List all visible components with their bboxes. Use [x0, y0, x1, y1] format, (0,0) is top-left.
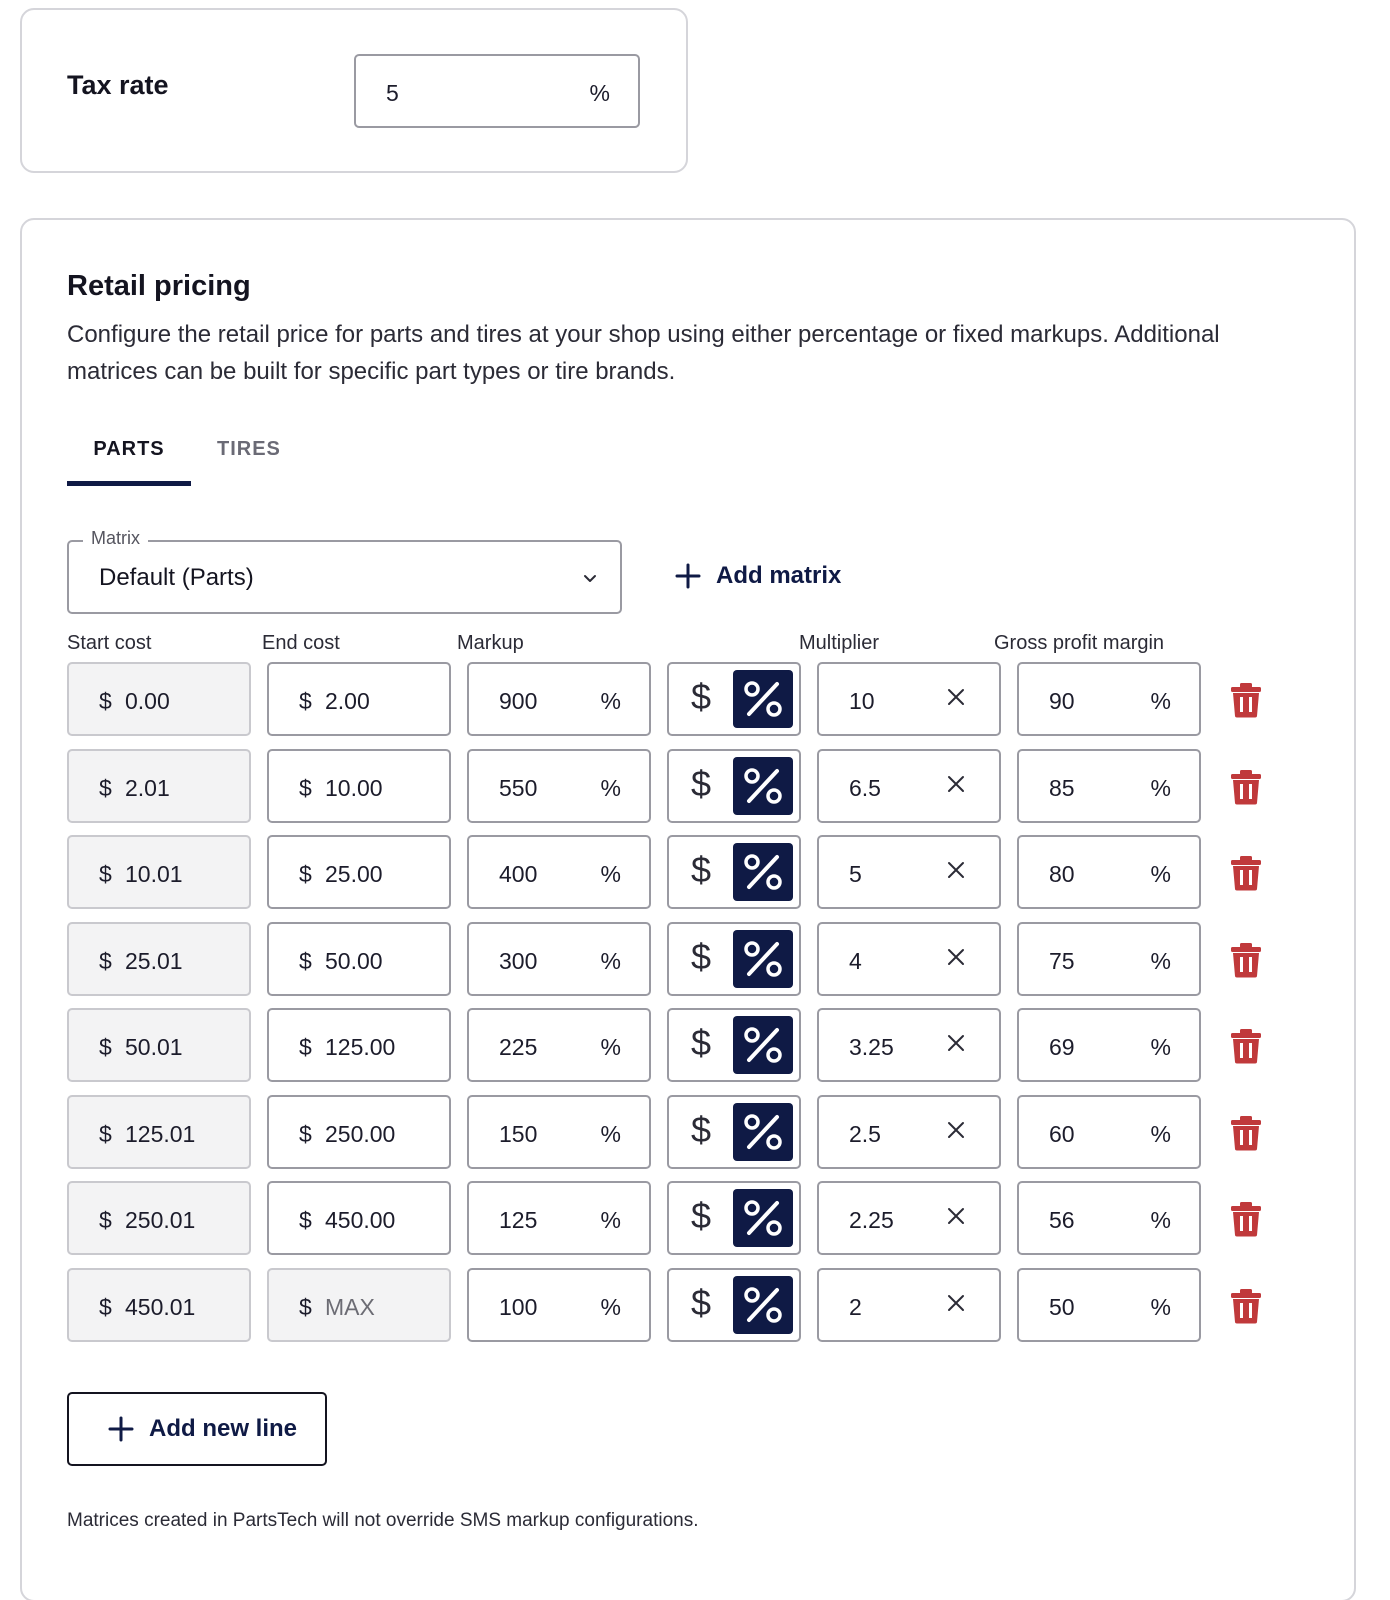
column-header-end-cost: End cost: [262, 632, 340, 654]
end-cost-value: MAX: [325, 1293, 375, 1320]
table-row: [67, 835, 1307, 909]
gross-profit-margin-field[interactable]: [1017, 1095, 1201, 1169]
trash-icon[interactable]: [1229, 769, 1263, 805]
tax-rate-label: Tax rate: [67, 70, 169, 100]
trash-icon[interactable]: [1229, 1201, 1263, 1237]
markup-field[interactable]: [467, 1181, 651, 1255]
markup-field[interactable]: [467, 835, 651, 909]
markup-type-toggle: [667, 835, 801, 909]
start-cost-value: 25.01: [125, 947, 183, 974]
dollar-prefix: $: [99, 947, 112, 974]
chevron-down-icon: [580, 568, 600, 588]
start-cost-value: 50.01: [125, 1034, 183, 1060]
dollar-prefix: $: [99, 1207, 112, 1233]
add-new-line-label: Add new line: [149, 1415, 298, 1442]
table-row: [67, 1008, 1307, 1082]
dollar-prefix: $: [299, 1034, 312, 1060]
percent-icon[interactable]: [733, 1189, 793, 1247]
dollar-icon[interactable]: $: [691, 935, 712, 977]
percent-unit: %: [589, 80, 610, 106]
dollar-prefix: $: [99, 774, 112, 801]
start-cost-value: 250.01: [125, 1207, 196, 1233]
table-row: [67, 1095, 1307, 1169]
gross-profit-margin-value: 56: [1049, 1207, 1075, 1233]
start-cost-value: 450.01: [125, 1293, 196, 1320]
add-new-line-button[interactable]: [67, 1392, 327, 1466]
start-cost-field: [67, 1181, 251, 1255]
plus-icon: [674, 562, 702, 590]
dollar-prefix: $: [99, 1034, 112, 1060]
percent-unit: %: [600, 1207, 621, 1233]
retail-pricing-card: [20, 218, 1356, 1600]
column-header-start-cost: Start cost: [67, 632, 152, 654]
markup-type-toggle: [667, 922, 801, 996]
multiply-icon: [947, 861, 965, 879]
multiplier-field[interactable]: [817, 1008, 1001, 1082]
tax-rate-input[interactable]: [354, 54, 640, 128]
dollar-prefix: $: [99, 688, 112, 714]
dollar-prefix: $: [299, 947, 312, 974]
multiply-icon: [947, 948, 965, 966]
gross-profit-margin-value: 69: [1049, 1034, 1075, 1060]
trash-icon[interactable]: [1229, 855, 1263, 891]
gross-profit-margin-value: 85: [1049, 774, 1075, 801]
trash-icon[interactable]: [1229, 682, 1263, 718]
multiply-icon: [947, 1034, 965, 1052]
percent-icon[interactable]: [733, 1016, 793, 1074]
multiplier-value: 3.25: [849, 1034, 894, 1060]
gross-profit-margin-value: 50: [1049, 1293, 1075, 1320]
end-cost-field[interactable]: [267, 922, 451, 996]
markup-value: 225: [499, 1034, 538, 1060]
column-header-gross-profit-margin: Gross profit margin: [994, 632, 1165, 654]
matrix-select-legend: Matrix: [83, 528, 148, 549]
end-cost-field[interactable]: [267, 1008, 451, 1082]
percent-unit: %: [1150, 861, 1171, 887]
markup-type-toggle: [667, 1008, 801, 1082]
gross-profit-margin-field[interactable]: [1017, 1268, 1201, 1342]
gross-profit-margin-field[interactable]: [1017, 1008, 1201, 1082]
percent-icon[interactable]: [733, 930, 793, 988]
multiplier-field[interactable]: [817, 1268, 1001, 1342]
start-cost-value: 125.01: [125, 1120, 196, 1147]
footnote: Matrices created in PartsTech will not override SMS markup configurations.: [67, 1510, 699, 1531]
end-cost-field[interactable]: [267, 1181, 451, 1255]
percent-unit: %: [600, 1034, 621, 1060]
start-cost-field: [67, 835, 251, 909]
markup-field[interactable]: [467, 749, 651, 823]
gross-profit-margin-field[interactable]: [1017, 749, 1201, 823]
percent-unit: %: [1150, 688, 1171, 714]
start-cost-field: [67, 1268, 251, 1342]
percent-icon[interactable]: [733, 1103, 793, 1161]
markup-field[interactable]: [467, 1268, 651, 1342]
markup-field[interactable]: [467, 1008, 651, 1082]
dollar-prefix: $: [99, 1120, 112, 1147]
dollar-prefix: $: [299, 1120, 312, 1147]
dollar-prefix: $: [99, 1293, 112, 1320]
start-cost-field: [67, 1095, 251, 1169]
multiply-icon: [947, 1294, 965, 1312]
dollar-prefix: $: [299, 1207, 312, 1233]
start-cost-field: [67, 662, 251, 736]
table-row: [67, 1268, 1307, 1342]
gross-profit-margin-field[interactable]: [1017, 662, 1201, 736]
end-cost-value: 50.00: [325, 947, 383, 974]
start-cost-value: 10.01: [125, 861, 183, 887]
start-cost-value: 2.01: [125, 774, 170, 801]
markup-field[interactable]: [467, 662, 651, 736]
markup-field[interactable]: [467, 1095, 651, 1169]
end-cost-value: 125.00: [325, 1034, 396, 1060]
column-header-multiplier: Multiplier: [799, 632, 880, 654]
start-cost-field: [67, 749, 251, 823]
multiplier-value: 2: [849, 1293, 862, 1320]
multiplier-field[interactable]: [817, 1181, 1001, 1255]
markup-value: 150: [499, 1120, 538, 1147]
markup-value: 300: [499, 947, 538, 974]
multiplier-value: 2.25: [849, 1207, 894, 1233]
markup-field[interactable]: [467, 922, 651, 996]
percent-icon[interactable]: [733, 843, 793, 901]
multiplier-value: 5: [849, 861, 862, 887]
tab-parts[interactable]: PARTS: [67, 430, 191, 486]
multiplier-value: 10: [849, 688, 875, 714]
percent-icon[interactable]: [733, 670, 793, 728]
dollar-icon[interactable]: $: [691, 1108, 712, 1150]
percent-icon[interactable]: [733, 757, 793, 815]
end-cost-value: 250.00: [325, 1120, 396, 1147]
percent-unit: %: [1150, 1034, 1171, 1060]
percent-unit: %: [600, 1120, 621, 1147]
add-matrix-button[interactable]: [674, 556, 841, 596]
multiply-icon: [947, 688, 965, 706]
trash-icon[interactable]: [1229, 1288, 1263, 1324]
multiplier-value: 4: [849, 947, 862, 974]
percent-unit: %: [600, 947, 621, 974]
markup-value: 125: [499, 1207, 538, 1233]
table-row: [67, 749, 1307, 823]
start-cost-field: [67, 1008, 251, 1082]
multiplier-field[interactable]: [817, 835, 1001, 909]
table-row: [67, 1181, 1307, 1255]
dollar-prefix: $: [299, 774, 312, 801]
markup-value: 900: [499, 688, 538, 714]
tax-rate-card: [20, 8, 688, 173]
percent-unit: %: [600, 861, 621, 887]
gross-profit-margin-field[interactable]: [1017, 835, 1201, 909]
gross-profit-margin-field[interactable]: [1017, 922, 1201, 996]
multiply-icon: [947, 1121, 965, 1139]
dollar-icon[interactable]: $: [691, 762, 712, 804]
gross-profit-margin-value: 75: [1049, 947, 1075, 974]
dollar-icon[interactable]: $: [691, 849, 712, 890]
end-cost-field[interactable]: [267, 835, 451, 909]
trash-icon[interactable]: [1229, 942, 1263, 978]
tax-rate-value: 5: [386, 80, 399, 106]
end-cost-field[interactable]: [267, 749, 451, 823]
percent-unit: %: [1150, 1120, 1171, 1147]
end-cost-value: 2.00: [325, 688, 370, 714]
gross-profit-margin-field[interactable]: [1017, 1181, 1201, 1255]
multiply-icon: [947, 775, 965, 793]
dollar-prefix: $: [99, 861, 112, 887]
dollar-icon[interactable]: $: [691, 1281, 712, 1323]
plus-icon: [107, 1415, 135, 1443]
multiplier-value: 6.5: [849, 774, 881, 801]
trash-icon[interactable]: [1229, 1028, 1263, 1064]
multiplier-field[interactable]: [817, 749, 1001, 823]
dollar-icon[interactable]: $: [691, 1022, 712, 1063]
multiplier-field[interactable]: [817, 662, 1001, 736]
end-cost-field[interactable]: [267, 1095, 451, 1169]
column-header-markup: Markup: [457, 632, 524, 654]
markup-type-toggle: [667, 1095, 801, 1169]
markup-value: 100: [499, 1293, 538, 1320]
dollar-prefix: $: [299, 1293, 312, 1320]
matrix-select-value: Default (Parts): [99, 564, 254, 591]
start-cost-field: [67, 922, 251, 996]
section-title: Retail pricing: [67, 270, 251, 302]
end-cost-value: 10.00: [325, 774, 383, 801]
section-description: Configure the retail price for parts and tires at your shop using either percentage or fixed markups. Additional matrices can be built for specific part types or tire brands.: [67, 321, 1220, 385]
dollar-prefix: $: [299, 861, 312, 887]
matrix-select[interactable]: [67, 528, 622, 614]
percent-unit: %: [1150, 1293, 1171, 1320]
start-cost-value: 0.00: [125, 688, 170, 714]
percent-unit: %: [600, 688, 621, 714]
dollar-icon[interactable]: $: [691, 676, 712, 717]
end-cost-field: [267, 1268, 451, 1342]
percent-unit: %: [1150, 1207, 1171, 1233]
markup-type-toggle: [667, 749, 801, 823]
percent-unit: %: [600, 1293, 621, 1320]
markup-type-toggle: [667, 1181, 801, 1255]
end-cost-value: 25.00: [325, 861, 383, 887]
multiply-icon: [947, 1207, 965, 1225]
table-row: [67, 922, 1307, 996]
end-cost-value: 450.00: [325, 1207, 396, 1233]
percent-unit: %: [1150, 774, 1171, 801]
multiplier-field[interactable]: [817, 922, 1001, 996]
dollar-icon[interactable]: $: [691, 1195, 712, 1236]
percent-icon[interactable]: [733, 1276, 793, 1334]
add-matrix-label: Add matrix: [716, 562, 842, 589]
percent-unit: %: [1150, 947, 1171, 974]
gross-profit-margin-value: 80: [1049, 861, 1075, 887]
gross-profit-margin-value: 60: [1049, 1120, 1075, 1147]
end-cost-field[interactable]: [267, 662, 451, 736]
tab-tires[interactable]: TIRES: [217, 438, 281, 460]
markup-value: 550: [499, 774, 538, 801]
markup-type-toggle: [667, 1268, 801, 1342]
markup-value: 400: [499, 861, 538, 887]
multiplier-field[interactable]: [817, 1095, 1001, 1169]
table-row: [67, 662, 1307, 736]
dollar-prefix: $: [299, 688, 312, 714]
percent-unit: %: [600, 774, 621, 801]
trash-icon[interactable]: [1229, 1115, 1263, 1151]
multiplier-value: 2.5: [849, 1120, 881, 1147]
markup-type-toggle: [667, 662, 801, 736]
gross-profit-margin-value: 90: [1049, 688, 1075, 714]
